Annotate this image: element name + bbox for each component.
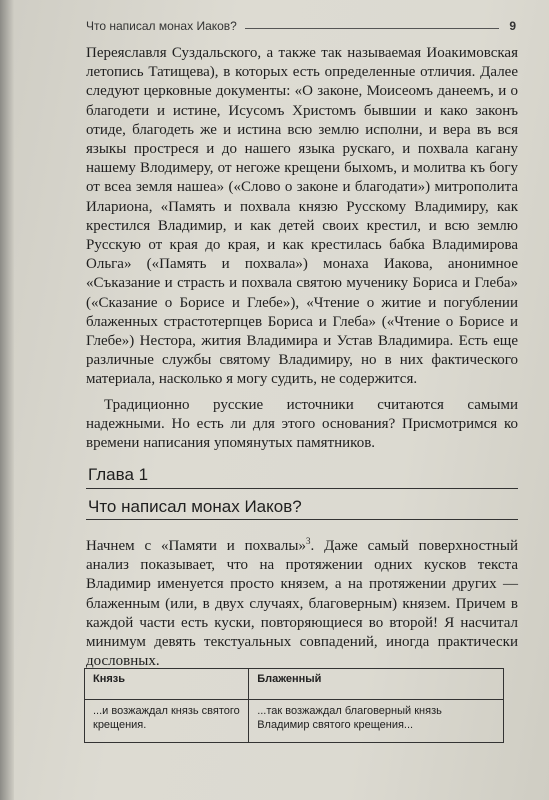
chapter-title: Что написал монах Иаков? xyxy=(88,497,302,516)
footnote-ref: 3 xyxy=(306,536,311,546)
running-head-title: Что написал монах Иаков? xyxy=(86,19,237,33)
table-header-blazhenny: Блаженный xyxy=(249,669,504,700)
table-cell: ...и возжаждал князь святого крещения. xyxy=(85,700,249,743)
paragraph-3-rest: . Даже самый поверхностный анализ показывает, что на протяжении одних кусков текста Владимир именуется просто князем, а на протяжении других — блаженным (или, в двух случаях, благоверным) князем. Причем в каждой части есть куски, повторяющиеся во второй! Я насчитал минимум девять текстуальных совпадений, иногда практически дословных. xyxy=(86,538,518,670)
table-row xyxy=(85,700,504,743)
main-text-block xyxy=(86,44,518,453)
chapter-number: Глава 1 xyxy=(88,465,149,484)
page-number: 9 xyxy=(509,19,516,33)
chapter-rule-top xyxy=(86,488,518,489)
running-head xyxy=(86,17,516,33)
running-head-rule xyxy=(245,28,499,29)
comparison-table xyxy=(84,668,504,743)
table-cell: ...так возжаждал благоверный князь Владимир святого крещения... xyxy=(249,700,504,743)
chapter-text-block xyxy=(86,532,518,671)
chapter-rule-bottom xyxy=(86,519,518,520)
page-gutter-shadow xyxy=(0,0,14,800)
table-header-knyaz: Князь xyxy=(85,669,249,700)
paragraph-3-start: Начнем с «Памяти и похвалы» xyxy=(86,538,306,554)
paragraph-3 xyxy=(86,532,518,671)
paragraph-1: Переяславля Суздальского, а также так называемая Иоакимовская летопись Татищева), в которых есть определенные отличия. Далее следуют церковные документы: «О законе, Моисеомъ данеемъ, и о благодети и истине, Исусомъ Христомъ бывшии и како законъ отиде, благодеть же и истина всю землю исполни, и вера въ вся языкы простреся и до нашего языка рускаго, и похвала кагану нашему Влодимеру, от негоже крещени быхомъ, и молитва къ богу от всеа земля нашеа» («Слово о законе и благодати») митрополита Илариона, «Память и похвала князю Русскому Владимиру, как крестился Владимир, и как детей своих крестил, и всю землю Русскую от края до края, и как крестилась бабка Владимирова Ольга» («Память и похвала») монаха Иакова, анонимное «Съказание и страсть и похвала святою мученику Бориса и Глеба» («Сказание о Борисе и Глебе»), «Чтение о житие и погублении блаженных страстотерпцев Бориса и Глеба» («Чтение о Борисе и Глебе») Нестора, жития Владимира и Устав Владимира. Есть еще различные службы святому Владимиру, но в них фактического материала, насколько я могу судить, не содержится. xyxy=(86,45,518,388)
paragraph-2: Традиционно русские источники считаются самыми надежными. Но есть ли для этого основания? Присмотримся ко времени написания упомянутых памятников. xyxy=(86,396,518,452)
table-header-row xyxy=(85,669,504,700)
